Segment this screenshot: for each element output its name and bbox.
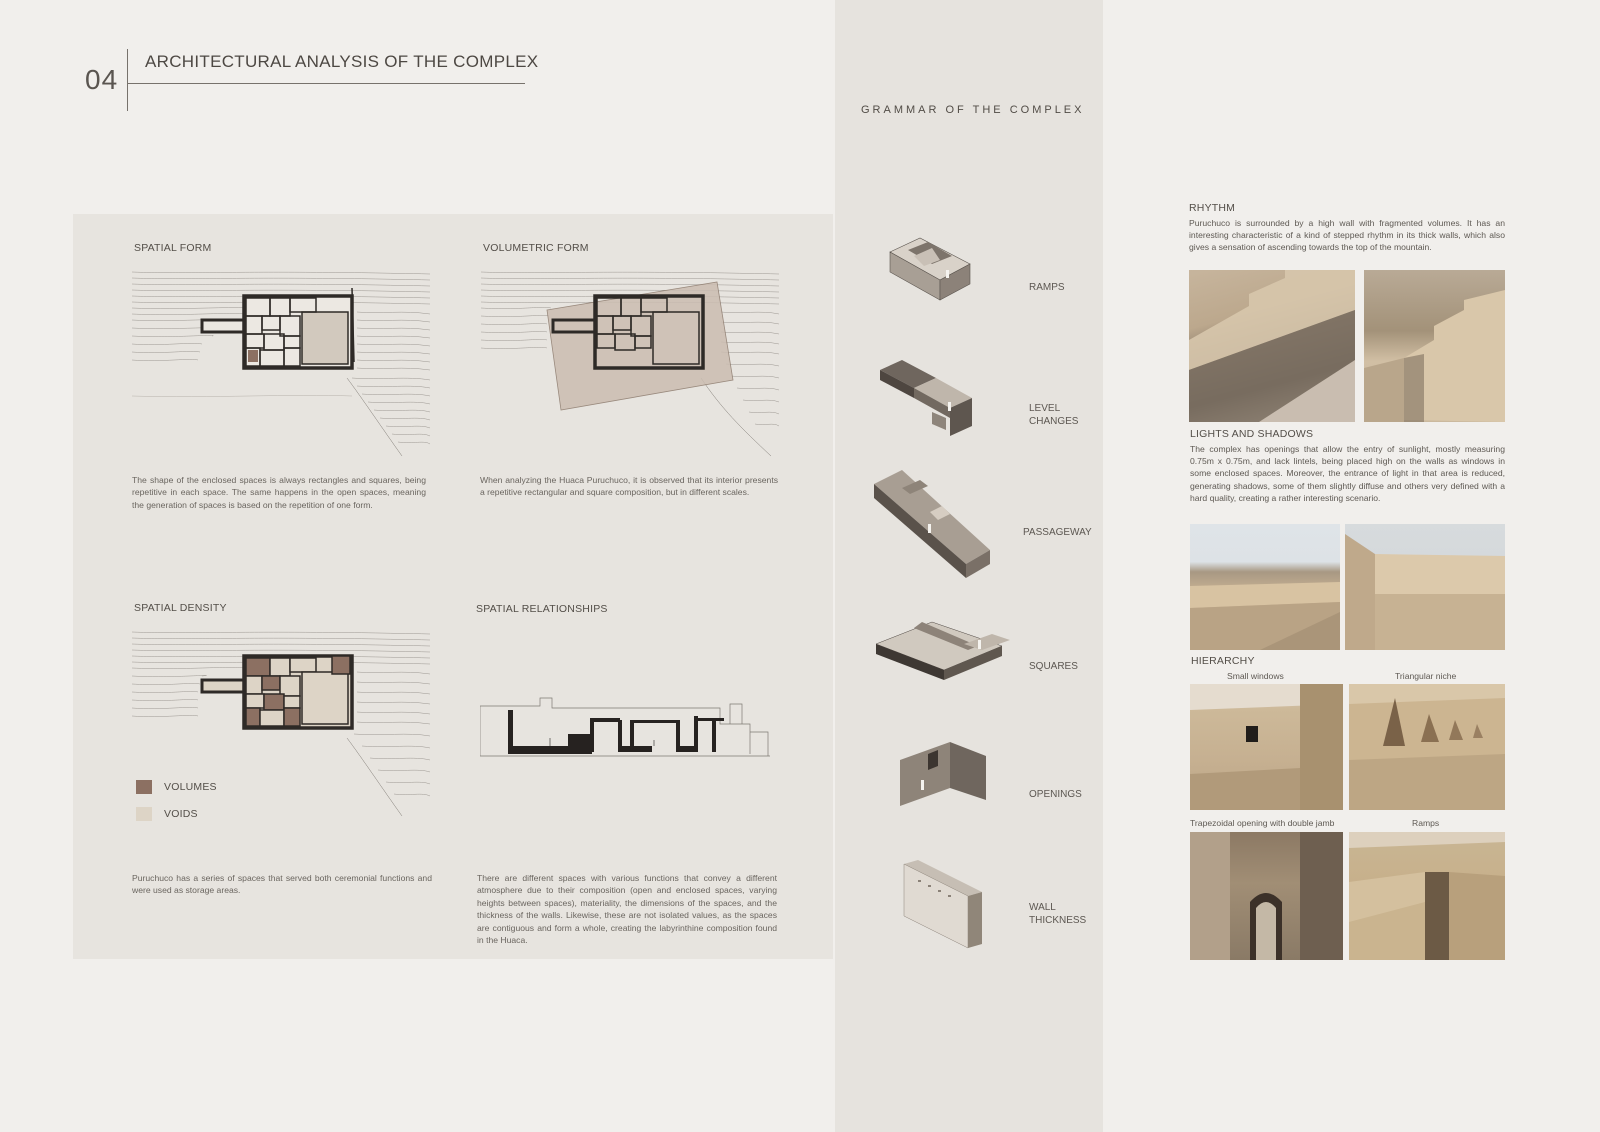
legend-voids-label: VOIDS <box>164 808 198 820</box>
level-changes-text: LEVEL CHANGES <box>1029 403 1079 427</box>
rhythm-text: Puruchuco is surrounded by a high wall with fragmented volumes. It has an interesting characteristic of a kind of stepped rhythm in its thick walls, which also gives a sensation of ascending towards the top of the mountain. <box>1189 218 1505 253</box>
spatial-relationships-label: SPATIAL RELATIONSHIPS <box>476 603 608 615</box>
grammar-item-level-changes <box>1029 402 1089 428</box>
spatial-form-text: The shape of the enclosed spaces is always rectangles and squares, being repetitive in each space. The same happens in the open spaces, meaning the generation of spaces is based on the repetition of one form. <box>132 475 426 510</box>
wall-thickness-text: WALL THICKNESS <box>1029 902 1087 926</box>
spatial-relationships-text: There are different spaces with various functions that convey a different atmosphere due to their composition (open and enclosed spaces, varying heights between spaces), materiality, the dimensions of the spaces, and the thickness of the walls. Likewise, these are not isolated values, as the spaces are contiguous and form a whole, creating the labyrinthine composition found in the Huaca. <box>477 873 777 946</box>
openings-isometric-icon <box>898 740 988 816</box>
level-changes-isometric-icon <box>876 356 976 440</box>
rhythm-label: RHYTHM <box>1189 202 1236 214</box>
page-title: ARCHITECTURAL ANALYSIS OF THE COMPLEX <box>145 52 539 71</box>
grammar-item-passageway: PASSAGEWAY <box>1023 527 1092 538</box>
grammar-item-openings: OPENINGS <box>1029 789 1082 800</box>
lights-photo-open-square <box>1190 524 1340 650</box>
spatial-density-text: Puruchuco has a series of spaces that served both ceremonial functions and were used as storage areas. <box>132 873 432 896</box>
wall-thickness-isometric-icon <box>902 858 986 950</box>
volumetric-form-text: When analyzing the Huaca Puruchuco, it is observed that its interior presents a repetitive rectangular and square composition, but in different scales. <box>480 475 778 498</box>
passageway-isometric-icon <box>872 468 1000 588</box>
spatial-relationships-section <box>480 694 776 774</box>
page-number: 04 <box>85 64 119 95</box>
squares-isometric-icon <box>874 610 1014 690</box>
spatial-form-plan <box>132 268 430 458</box>
hierarchy-photo-trapezoidal-opening <box>1190 832 1343 960</box>
caption-triangular-niche: Triangular niche <box>1395 671 1457 681</box>
spatial-form-label: SPATIAL FORM <box>134 242 212 254</box>
caption-ramps: Ramps <box>1412 818 1440 828</box>
grammar-item-ramps: RAMPS <box>1029 282 1065 293</box>
hierarchy-photo-ramps <box>1349 832 1505 960</box>
ramps-isometric-icon <box>880 234 980 306</box>
lights-shadows-text: The complex has openings that allow the entry of sunlight, mostly measuring 0.75m x 0.75m, and lack lintels, being placed high on the walls as windows in some enclosed spaces. Moreover, the entrance of light in that area is reduced, generating shadows, some of them slightly diffuse and others very defined with a hard quality, creating a rather interesting scenario. <box>1190 444 1505 503</box>
hierarchy-photo-triangular-niche <box>1349 684 1505 810</box>
rhythm-photo-ascending-wall <box>1364 270 1505 422</box>
grammar-item-squares: SQUARES <box>1029 661 1078 672</box>
caption-small-windows: Small windows <box>1227 671 1284 681</box>
legend-volumes-swatch <box>136 780 152 794</box>
legend-volumes-label: VOLUMES <box>164 781 217 793</box>
lights-shadows-label: LIGHTS AND SHADOWS <box>1190 428 1314 440</box>
caption-trapezoidal-opening: Trapezoidal opening with double jamb <box>1190 818 1335 828</box>
legend-voids-swatch <box>136 807 152 821</box>
volumetric-form-label: VOLUMETRIC FORM <box>483 242 589 254</box>
grammar-item-wall-thickness <box>1029 901 1095 927</box>
lights-photo-enclosed-space <box>1345 524 1505 650</box>
hierarchy-photo-small-windows <box>1190 684 1343 810</box>
header-divider <box>127 49 128 111</box>
hierarchy-label: HIERARCHY <box>1191 655 1255 667</box>
grammar-title: GRAMMAR OF THE COMPLEX <box>861 104 1085 116</box>
title-underline <box>127 83 525 84</box>
spatial-density-label: SPATIAL DENSITY <box>134 602 227 614</box>
volumetric-form-plan <box>481 268 779 458</box>
rhythm-photo-stepped-wall <box>1189 270 1355 422</box>
